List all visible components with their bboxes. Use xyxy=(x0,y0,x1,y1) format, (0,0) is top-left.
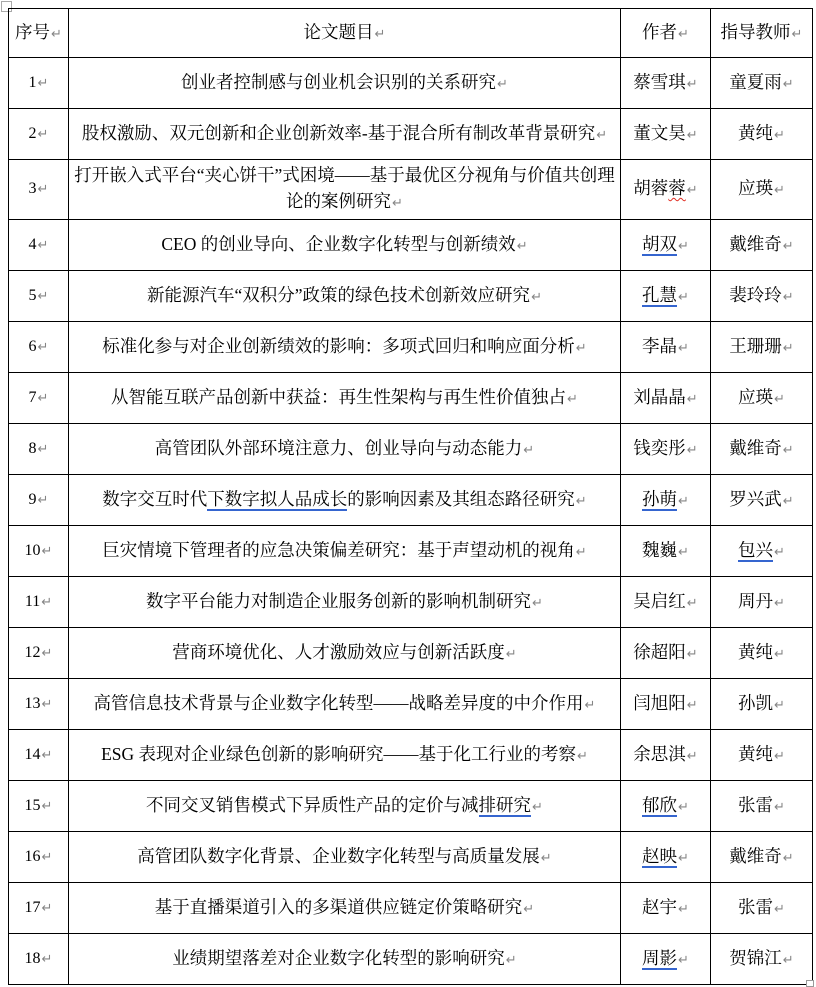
cell-author xyxy=(621,526,711,577)
cell-author xyxy=(621,424,711,475)
cell-author xyxy=(621,220,711,271)
cell-advisor xyxy=(711,679,813,730)
cell-title xyxy=(69,475,621,526)
cell-index xyxy=(9,160,69,220)
paragraph-mark-icon: ↵ xyxy=(774,646,785,662)
header-label-author: 作者 xyxy=(642,21,678,42)
paragraph-mark-icon: ↵ xyxy=(774,748,785,764)
cell-title xyxy=(69,109,621,160)
paragraph-mark-icon: ↵ xyxy=(686,183,698,198)
advisor-name: 黄纯 xyxy=(738,122,774,143)
title-text: 高管团队数字化背景、企业数字化转型与高质量发展 xyxy=(137,845,540,866)
paragraph-mark-icon: ↵ xyxy=(782,493,794,509)
author-name: 刘晶晶 xyxy=(633,386,686,407)
cell-title xyxy=(69,781,621,832)
cell-index xyxy=(9,832,69,883)
author-name: 徐超阳 xyxy=(633,641,686,662)
cell-advisor xyxy=(711,628,813,679)
row-number: 14 xyxy=(24,745,41,763)
cell-title xyxy=(69,883,621,934)
advisor-name: 孙凯 xyxy=(738,692,774,713)
paragraph-mark-icon: ↵ xyxy=(41,645,53,661)
title-text: 高管团队外部环境注意力、创业导向与动态能力 xyxy=(154,437,523,458)
cell-index xyxy=(9,577,69,628)
paragraph-mark-icon: ↵ xyxy=(37,390,49,406)
cell-advisor xyxy=(711,109,813,160)
title-text: 打开嵌入式平台“夹心饼干”式困境——基于最优区分视角与价值共创理论的案例研究 xyxy=(74,165,615,211)
cell-index xyxy=(9,424,69,475)
paragraph-mark-icon: ↵ xyxy=(41,543,53,559)
paragraph-mark-icon: ↵ xyxy=(774,544,785,560)
paragraph-mark-icon: ↵ xyxy=(532,799,543,815)
table-row xyxy=(9,577,813,628)
cell-advisor xyxy=(711,832,813,883)
cell-title xyxy=(69,424,621,475)
cell-title xyxy=(69,679,621,730)
title-text: 股权激励、双元创新和企业创新效率-基于混合所有制改革背景研究 xyxy=(81,122,596,143)
table-row xyxy=(9,271,813,322)
table-row xyxy=(9,109,813,160)
cell-index xyxy=(9,220,69,271)
paragraph-mark-icon: ↵ xyxy=(41,900,53,916)
table-row xyxy=(9,730,813,781)
paragraph-mark-icon: ↵ xyxy=(584,697,596,713)
paragraph-mark-icon: ↵ xyxy=(686,697,698,713)
paragraph-mark-icon: ↵ xyxy=(774,697,785,713)
cell-title xyxy=(69,160,621,220)
cell-title xyxy=(69,220,621,271)
cell-advisor xyxy=(711,160,813,220)
cell-title xyxy=(69,628,621,679)
table-row xyxy=(9,424,813,475)
paragraph-mark-icon: ↵ xyxy=(678,850,689,866)
author-name: 赵宇 xyxy=(642,896,678,917)
cell-author xyxy=(621,58,711,109)
cell-author xyxy=(621,628,711,679)
paragraph-mark-icon: ↵ xyxy=(678,26,689,42)
author-name: 吴启红 xyxy=(633,590,686,611)
paragraph-mark-icon: ↵ xyxy=(575,493,587,509)
advisor-name: 戴维奇 xyxy=(729,437,782,458)
header-label-no: 序号 xyxy=(15,21,51,42)
title-text: 营商环境优化、人才激励效应与创新活跃度 xyxy=(172,641,505,662)
author-name: 钱奕彤 xyxy=(633,437,686,458)
paragraph-mark-icon: ↵ xyxy=(782,238,794,254)
author-name: 魏巍 xyxy=(642,539,678,560)
paragraph-mark-icon: ↵ xyxy=(374,26,386,42)
paragraph-mark-icon: ↵ xyxy=(774,391,785,407)
table-row xyxy=(9,526,813,577)
row-number: 7 xyxy=(28,388,37,406)
advisor-name: 戴维奇 xyxy=(729,233,782,254)
paragraph-mark-icon: ↵ xyxy=(41,951,53,967)
cell-index xyxy=(9,109,69,160)
paragraph-mark-icon: ↵ xyxy=(523,901,535,917)
row-number: 3 xyxy=(28,180,37,197)
paragraph-mark-icon: ↵ xyxy=(774,901,785,917)
advisor-name: 黄纯 xyxy=(738,641,774,662)
advisor-name: 王珊珊 xyxy=(729,335,782,356)
cell-title xyxy=(69,58,621,109)
title-text: 标准化参与对企业创新绩效的影响：多项式回归和响应面分析 xyxy=(102,335,575,356)
cell-author xyxy=(621,934,711,985)
paragraph-mark-icon: ↵ xyxy=(678,952,689,968)
paragraph-mark-icon: ↵ xyxy=(37,441,49,457)
title-text: 数字交互时代 xyxy=(102,488,208,509)
title-text: 不同交叉销售模式下异质性产品的定价与减 xyxy=(146,794,479,815)
paragraph-mark-icon: ↵ xyxy=(782,76,794,92)
advisor-name: 张雷 xyxy=(738,794,774,815)
paragraph-mark-icon: ↵ xyxy=(531,289,542,305)
table-row xyxy=(9,220,813,271)
cell-index xyxy=(9,883,69,934)
title-text: CEO 的创业导向、企业数字化转型与创新绩效 xyxy=(161,233,516,254)
cell-advisor xyxy=(711,883,813,934)
title-text: 高管信息技术背景与企业数字化转型——战略差异度的中介作用 xyxy=(93,692,584,713)
paragraph-mark-icon: ↵ xyxy=(523,442,535,458)
cell-index xyxy=(9,781,69,832)
cell-author xyxy=(621,730,711,781)
row-number: 13 xyxy=(24,694,41,712)
cell-advisor xyxy=(711,475,813,526)
author-name-blue-underlined: 郁欣 xyxy=(642,794,678,815)
cell-index xyxy=(9,322,69,373)
author-name: 李晶 xyxy=(642,335,678,356)
paragraph-mark-icon: ↵ xyxy=(505,952,517,968)
author-name: 蔡雪琪 xyxy=(633,71,686,92)
paragraph-mark-icon: ↵ xyxy=(497,76,508,92)
title-text: 基于直播渠道引入的多渠道供应链定价策略研究 xyxy=(154,896,523,917)
paragraph-mark-icon: ↵ xyxy=(678,544,689,560)
cell-advisor xyxy=(711,220,813,271)
row-number: 4 xyxy=(28,235,37,253)
paragraph-mark-icon: ↵ xyxy=(686,391,698,407)
paragraph-mark-icon: ↵ xyxy=(782,850,794,866)
title-text: ESG 表现对企业绿色创新的影响研究——基于化工行业的考察 xyxy=(101,743,577,764)
title-text-after: 的影响因素及其组态路径研究 xyxy=(347,488,575,509)
paragraph-mark-icon: ↵ xyxy=(41,747,53,763)
paragraph-mark-icon: ↵ xyxy=(577,748,588,764)
table-row xyxy=(9,475,813,526)
row-number: 5 xyxy=(28,286,37,304)
paragraph-mark-icon: ↵ xyxy=(782,442,794,458)
paragraph-mark-icon: ↵ xyxy=(782,952,794,968)
cell-author xyxy=(621,577,711,628)
paragraph-mark-icon: ↵ xyxy=(686,595,698,611)
table-row xyxy=(9,781,813,832)
paragraph-mark-icon: ↵ xyxy=(37,126,49,142)
paragraph-mark-icon: ↵ xyxy=(575,340,587,356)
advisor-name: 黄纯 xyxy=(738,743,774,764)
row-number: 11 xyxy=(24,592,41,610)
paragraph-mark-icon: ↵ xyxy=(41,594,53,610)
cell-title xyxy=(69,271,621,322)
advisor-name: 戴维奇 xyxy=(729,845,782,866)
cell-author xyxy=(621,271,711,322)
title-text-blue-underlined: 排研究 xyxy=(478,794,532,815)
paragraph-mark-icon: ↵ xyxy=(678,493,689,509)
cell-author xyxy=(621,160,711,220)
header-row xyxy=(9,9,813,58)
paragraph-mark-icon: ↵ xyxy=(774,183,785,198)
title-text: 数字平台能力对制造企业服务创新的影响机制研究 xyxy=(146,590,532,611)
cell-index xyxy=(9,730,69,781)
cell-title xyxy=(69,832,621,883)
paragraph-mark-icon: ↵ xyxy=(678,340,689,356)
paragraph-mark-icon: ↵ xyxy=(37,237,49,253)
paragraph-mark-icon: ↵ xyxy=(686,646,698,662)
row-number: 12 xyxy=(24,643,41,661)
table-row xyxy=(9,679,813,730)
cell-advisor xyxy=(711,781,813,832)
paragraph-mark-icon: ↵ xyxy=(774,127,785,143)
cell-title xyxy=(69,526,621,577)
cell-advisor xyxy=(711,424,813,475)
cell-index xyxy=(9,679,69,730)
paragraph-mark-icon: ↵ xyxy=(41,849,53,865)
header-label-advisor: 指导教师 xyxy=(720,21,791,42)
title-text: 从智能互联产品创新中获益：再生性架构与再生性价值独占 xyxy=(111,386,567,407)
paragraph-mark-icon: ↵ xyxy=(41,798,53,814)
row-number: 1 xyxy=(28,73,37,91)
cell-title xyxy=(69,322,621,373)
cell-author xyxy=(621,832,711,883)
table-row xyxy=(9,628,813,679)
cell-index xyxy=(9,526,69,577)
row-number: 18 xyxy=(24,949,41,967)
row-number: 8 xyxy=(28,439,37,457)
row-number: 15 xyxy=(24,796,41,814)
author-name-blue-underlined: 赵映 xyxy=(642,845,678,866)
row-number: 9 xyxy=(28,490,37,508)
advisor-name: 贺锦江 xyxy=(729,947,782,968)
advisor-name-blue-underlined: 包兴 xyxy=(738,539,774,560)
paragraph-mark-icon: ↵ xyxy=(686,127,698,143)
cell-index xyxy=(9,58,69,109)
table-row xyxy=(9,160,813,220)
cell-author xyxy=(621,883,711,934)
table-resize-handle[interactable] xyxy=(806,980,814,987)
cell-title xyxy=(69,730,621,781)
table-row xyxy=(9,373,813,424)
cell-author xyxy=(621,679,711,730)
author-name-blue-underlined: 周影 xyxy=(642,947,678,968)
table-body xyxy=(9,58,813,985)
cell-advisor xyxy=(711,271,813,322)
title-text-blue-underlined: 下数字拟人品成长 xyxy=(207,488,348,509)
cell-advisor xyxy=(711,373,813,424)
header-label-title: 论文题目 xyxy=(303,21,374,42)
paragraph-mark-icon: ↵ xyxy=(678,799,689,815)
author-name: 胡蓉 xyxy=(633,178,669,198)
title-text: 业绩期望落差对企业数字化转型的影响研究 xyxy=(172,947,505,968)
cell-title xyxy=(69,577,621,628)
cell-title xyxy=(69,934,621,985)
paragraph-mark-icon: ↵ xyxy=(516,238,528,254)
paragraph-mark-icon: ↵ xyxy=(791,26,803,42)
paragraph-mark-icon: ↵ xyxy=(782,340,794,356)
paragraph-mark-icon: ↵ xyxy=(37,288,49,304)
author-name: 闫旭阳 xyxy=(633,692,686,713)
paragraph-mark-icon: ↵ xyxy=(774,595,785,611)
cell-index xyxy=(9,628,69,679)
row-number: 16 xyxy=(24,847,41,865)
paragraph-mark-icon: ↵ xyxy=(41,696,53,712)
cell-advisor xyxy=(711,58,813,109)
paragraph-mark-icon: ↵ xyxy=(37,339,49,355)
cell-author xyxy=(621,475,711,526)
paragraph-mark-icon: ↵ xyxy=(686,442,698,458)
header-cell-advisor xyxy=(711,9,813,58)
paragraph-mark-icon: ↵ xyxy=(782,289,794,305)
paragraph-mark-icon: ↵ xyxy=(774,799,785,815)
paragraph-mark-icon: ↵ xyxy=(596,127,608,143)
paragraph-mark-icon: ↵ xyxy=(37,182,49,197)
advisor-name: 童夏雨 xyxy=(729,71,782,92)
table-row xyxy=(9,58,813,109)
cell-author xyxy=(621,781,711,832)
advisor-name: 周丹 xyxy=(738,590,774,611)
cell-advisor xyxy=(711,934,813,985)
header-cell-no xyxy=(9,9,69,58)
paragraph-mark-icon: ↵ xyxy=(505,646,517,662)
paragraph-mark-icon: ↵ xyxy=(532,595,543,611)
author-name: 余思淇 xyxy=(633,743,686,764)
paragraph-mark-icon: ↵ xyxy=(678,238,689,254)
row-number: 10 xyxy=(24,541,41,559)
thesis-list-table xyxy=(8,8,813,985)
paragraph-mark-icon: ↵ xyxy=(51,26,62,42)
row-number: 6 xyxy=(28,337,37,355)
advisor-name: 应瑛 xyxy=(738,386,774,407)
table-row xyxy=(9,832,813,883)
cell-author xyxy=(621,322,711,373)
cell-title xyxy=(69,373,621,424)
paragraph-mark-icon: ↵ xyxy=(678,901,689,917)
table-row xyxy=(9,883,813,934)
author-name-blue-underlined: 孔慧 xyxy=(642,284,678,305)
header-cell-title xyxy=(69,9,621,58)
paragraph-mark-icon: ↵ xyxy=(678,289,689,305)
advisor-name: 罗兴武 xyxy=(729,488,782,509)
paragraph-mark-icon: ↵ xyxy=(567,391,578,407)
cell-advisor xyxy=(711,322,813,373)
table-row xyxy=(9,322,813,373)
header-cell-author xyxy=(621,9,711,58)
advisor-name: 应瑛 xyxy=(738,178,774,198)
author-name-blue-underlined: 孙萌 xyxy=(642,488,678,509)
author-name-blue-underlined: 胡双 xyxy=(642,233,678,254)
paragraph-mark-icon: ↵ xyxy=(37,75,49,91)
cell-index xyxy=(9,373,69,424)
table-row xyxy=(9,934,813,985)
paragraph-mark-icon: ↵ xyxy=(37,492,49,508)
row-number: 17 xyxy=(24,898,41,916)
cell-advisor xyxy=(711,730,813,781)
paragraph-mark-icon: ↵ xyxy=(575,544,587,560)
cell-author xyxy=(621,373,711,424)
paragraph-mark-icon: ↵ xyxy=(686,76,698,92)
advisor-name: 张雷 xyxy=(738,896,774,917)
paragraph-mark-icon: ↵ xyxy=(392,196,403,211)
advisor-name: 裴玲玲 xyxy=(729,284,782,305)
cell-advisor xyxy=(711,526,813,577)
cell-advisor xyxy=(711,577,813,628)
cell-index xyxy=(9,271,69,322)
cell-index xyxy=(9,934,69,985)
paragraph-mark-icon: ↵ xyxy=(686,748,698,764)
author-name-spellcheck: 蓉 xyxy=(668,178,686,198)
title-text: 新能源汽车“双积分”政策的绿色技术创新效应研究 xyxy=(147,284,531,305)
row-number: 2 xyxy=(28,124,37,142)
paragraph-mark-icon: ↵ xyxy=(540,850,552,866)
title-text: 巨灾情境下管理者的应急决策偏差研究：基于声望动机的视角 xyxy=(102,539,575,560)
cell-author xyxy=(621,109,711,160)
author-name: 董文昊 xyxy=(633,122,686,143)
cell-index xyxy=(9,475,69,526)
title-text: 创业者控制感与创业机会识别的关系研究 xyxy=(181,71,497,92)
